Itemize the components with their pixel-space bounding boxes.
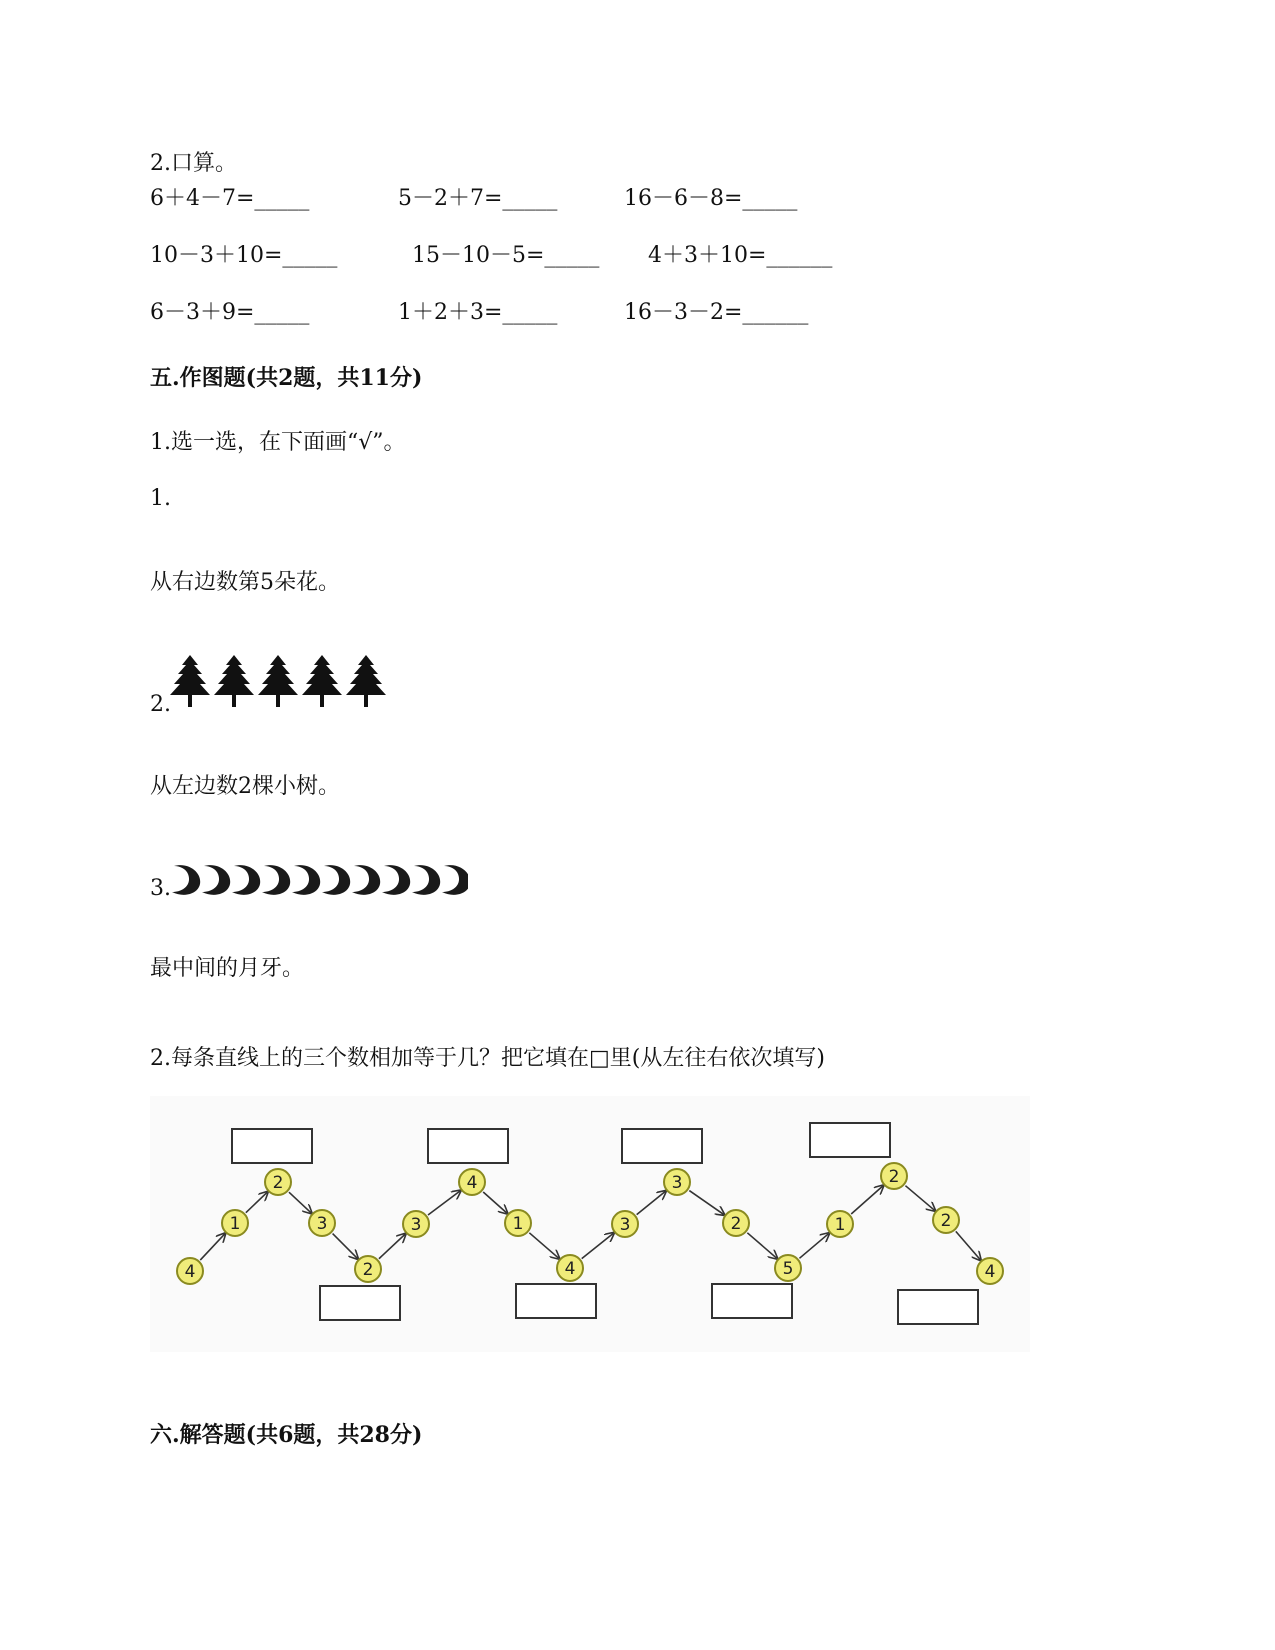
arrow-connector bbox=[246, 1192, 267, 1212]
equation: 15－10－5=_____ bbox=[412, 243, 600, 268]
item-1-instruction: 从右边数第5朵花。 bbox=[150, 570, 340, 595]
answer-box[interactable] bbox=[428, 1129, 508, 1163]
arrow-connector bbox=[905, 1186, 934, 1211]
number-circle bbox=[557, 1255, 583, 1281]
number-circle bbox=[177, 1258, 203, 1284]
moon-icon[interactable] bbox=[322, 865, 350, 895]
equation: 1＋2＋3=_____ bbox=[398, 300, 558, 325]
moon-icon[interactable] bbox=[232, 865, 260, 895]
equation: 10－3＋10=_____ bbox=[150, 243, 338, 268]
equation: 6＋4－7=_____ bbox=[150, 186, 310, 211]
number-circle bbox=[459, 1169, 485, 1195]
moon-icon[interactable] bbox=[262, 865, 290, 895]
zigzag-svg bbox=[150, 1096, 1030, 1352]
section-6-heading: 六.解答题(共6题，共28分) bbox=[150, 1422, 423, 1448]
number-circle bbox=[977, 1258, 1003, 1284]
tree-row bbox=[168, 655, 398, 709]
item-2-label: 2. bbox=[150, 692, 171, 717]
moon-icon[interactable] bbox=[172, 865, 200, 895]
number-label: 3 bbox=[671, 1173, 683, 1193]
number-label: 4 bbox=[184, 1262, 196, 1282]
item-3-label: 3. bbox=[150, 876, 171, 901]
arrow-connector bbox=[200, 1234, 224, 1260]
equation: 6－3＋9=_____ bbox=[150, 300, 310, 325]
equation: 16－6－8=_____ bbox=[624, 186, 798, 211]
number-label: 2 bbox=[272, 1173, 284, 1193]
arrow-connector bbox=[956, 1231, 980, 1259]
tree-icon[interactable] bbox=[170, 655, 210, 707]
tree-icon[interactable] bbox=[258, 655, 298, 707]
zigzag-diagram bbox=[150, 1096, 1030, 1352]
number-label: 4 bbox=[564, 1259, 576, 1279]
number-circle bbox=[265, 1169, 291, 1195]
number-circle bbox=[355, 1256, 381, 1282]
answer-box[interactable] bbox=[622, 1129, 702, 1163]
answer-box[interactable] bbox=[712, 1284, 792, 1318]
equation: 5－2＋7=_____ bbox=[398, 186, 558, 211]
tree-icon[interactable] bbox=[302, 655, 342, 707]
item-2-instruction: 从左边数2棵小树。 bbox=[150, 774, 340, 799]
answer-box[interactable] bbox=[320, 1286, 400, 1320]
moon-row bbox=[168, 862, 468, 898]
equation: 16－3－2=______ bbox=[624, 300, 809, 325]
number-label: 3 bbox=[619, 1215, 631, 1235]
question-5-2-title: 2.每条直线上的三个数相加等于几？把它填在□里(从左往右依次填写) bbox=[150, 1046, 825, 1071]
answer-box[interactable] bbox=[810, 1123, 890, 1157]
number-label: 1 bbox=[834, 1215, 846, 1235]
number-circle bbox=[505, 1210, 531, 1236]
moon-icon[interactable] bbox=[382, 865, 410, 895]
number-label: 4 bbox=[466, 1173, 478, 1193]
number-label: 2 bbox=[730, 1214, 742, 1234]
arrow-connector bbox=[582, 1233, 614, 1258]
number-circle bbox=[723, 1210, 749, 1236]
number-circle bbox=[664, 1169, 690, 1195]
number-label: 2 bbox=[362, 1260, 374, 1280]
arrow-connector bbox=[529, 1233, 558, 1258]
arrow-connector bbox=[851, 1186, 883, 1214]
moon-icon[interactable] bbox=[352, 865, 380, 895]
arrow-connector bbox=[689, 1191, 723, 1215]
arrow-connector bbox=[428, 1191, 460, 1215]
number-label: 5 bbox=[782, 1259, 794, 1279]
question-5-1-title: 1.选一选，在下面画“√”。 bbox=[150, 430, 406, 455]
moon-icon[interactable] bbox=[412, 865, 440, 895]
number-label: 2 bbox=[888, 1167, 900, 1187]
number-label: 3 bbox=[410, 1215, 422, 1235]
number-circle bbox=[403, 1211, 429, 1237]
number-circle bbox=[827, 1211, 853, 1237]
moon-icon[interactable] bbox=[202, 865, 230, 895]
section-5-heading: 五.作图题(共2题，共11分) bbox=[150, 365, 423, 391]
number-label: 2 bbox=[940, 1211, 952, 1231]
tree-icon[interactable] bbox=[346, 655, 386, 707]
number-circle bbox=[933, 1207, 959, 1233]
arrow-connector bbox=[799, 1234, 828, 1259]
item-1-label: 1. bbox=[150, 486, 171, 511]
number-label: 1 bbox=[229, 1214, 241, 1234]
number-label: 4 bbox=[984, 1262, 996, 1282]
number-circle bbox=[775, 1255, 801, 1281]
arrow-connector bbox=[747, 1233, 776, 1258]
arrow-connector bbox=[637, 1191, 666, 1214]
number-circle bbox=[881, 1163, 907, 1189]
number-label: 3 bbox=[316, 1214, 328, 1234]
number-circle bbox=[309, 1210, 335, 1236]
tree-icon[interactable] bbox=[214, 655, 254, 707]
arrow-connector bbox=[483, 1192, 507, 1213]
arrow-connector bbox=[379, 1234, 405, 1258]
arrow-connector bbox=[289, 1192, 311, 1213]
moon-icon[interactable] bbox=[292, 865, 320, 895]
moon-icon[interactable] bbox=[442, 865, 468, 895]
answer-box[interactable] bbox=[232, 1129, 312, 1163]
equation: 4＋3＋10=______ bbox=[648, 243, 833, 268]
number-circle bbox=[222, 1210, 248, 1236]
answer-box[interactable] bbox=[898, 1290, 978, 1324]
answer-box[interactable] bbox=[516, 1284, 596, 1318]
number-circle bbox=[612, 1211, 638, 1237]
arrow-connector bbox=[333, 1234, 358, 1259]
question-2-title: 2.口算。 bbox=[150, 151, 237, 176]
number-label: 1 bbox=[512, 1214, 524, 1234]
item-3-instruction: 最中间的月牙。 bbox=[150, 956, 305, 981]
